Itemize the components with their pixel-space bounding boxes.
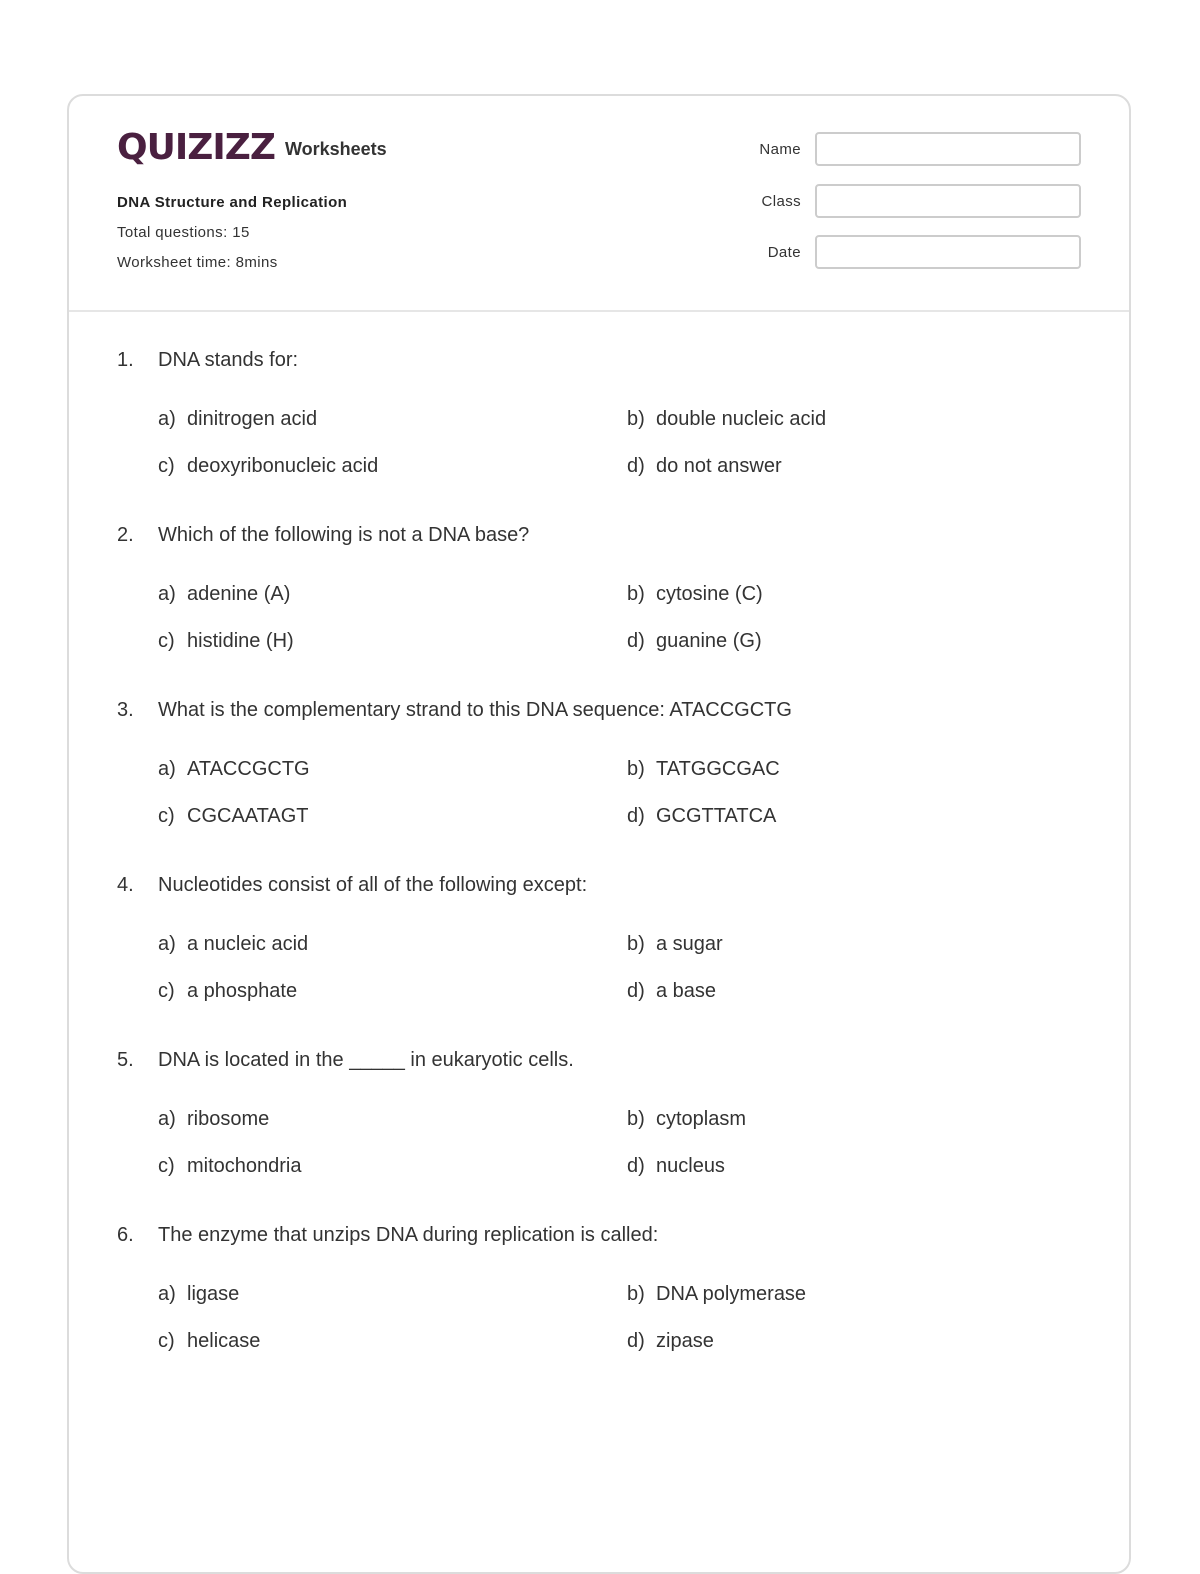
worksheet-time: Worksheet time: 8mins — [117, 254, 278, 271]
option-letter: c) — [158, 455, 175, 477]
option-letter: a) — [158, 583, 176, 605]
answer-option — [158, 757, 627, 781]
option-letter: d) — [627, 1330, 645, 1352]
question-text: DNA stands for: — [158, 349, 299, 371]
question-1 — [117, 348, 1077, 478]
answer-options — [158, 757, 1077, 828]
option-text: helicase — [187, 1330, 261, 1352]
option-text: DNA polymerase — [656, 1283, 807, 1305]
question-prompt — [117, 348, 1077, 372]
class-input[interactable] — [815, 184, 1081, 218]
answer-option — [158, 454, 627, 478]
question-2 — [117, 523, 1077, 653]
option-text: ribosome — [187, 1108, 270, 1130]
question-prompt — [117, 873, 1077, 897]
answer-option — [158, 1107, 627, 1131]
option-text: guanine (G) — [656, 630, 762, 652]
date-input[interactable] — [815, 235, 1081, 269]
option-text: adenine (A) — [187, 583, 291, 605]
option-text: a nucleic acid — [187, 933, 309, 955]
worksheet-header — [69, 96, 1129, 312]
option-text: TATGGCGAC — [656, 758, 780, 780]
option-letter: d) — [627, 630, 645, 652]
option-text: a phosphate — [187, 980, 298, 1002]
option-text: a base — [656, 980, 717, 1002]
date-field-row — [721, 235, 1081, 269]
question-4 — [117, 873, 1077, 1003]
question-prompt — [117, 1048, 1077, 1072]
option-text: a sugar — [656, 933, 723, 955]
question-3 — [117, 698, 1077, 828]
name-input[interactable] — [815, 132, 1081, 166]
question-list — [117, 348, 1077, 1398]
class-field-row — [721, 184, 1081, 218]
option-letter: d) — [627, 455, 645, 477]
option-letter: c) — [158, 1155, 175, 1177]
answer-option — [627, 629, 1096, 653]
brand — [117, 128, 387, 168]
option-text: GCGTTATCA — [656, 805, 777, 827]
answer-option — [158, 1154, 627, 1178]
option-letter: b) — [627, 408, 645, 430]
question-prompt — [117, 523, 1077, 547]
option-text: deoxyribonucleic acid — [187, 455, 379, 477]
option-letter: a) — [158, 758, 176, 780]
answer-option — [158, 407, 627, 431]
option-text: zipase — [656, 1330, 714, 1352]
question-text: What is the complementary strand to this DNA sequence: ATACCGCTG — [158, 699, 792, 721]
option-text: ATACCGCTG — [187, 758, 310, 780]
question-number: 1. — [117, 349, 134, 371]
answer-options — [158, 582, 1077, 653]
option-letter: c) — [158, 1330, 175, 1352]
answer-option — [627, 979, 1096, 1003]
option-text: ligase — [187, 1283, 240, 1305]
question-prompt — [117, 698, 1077, 722]
answer-option — [158, 582, 627, 606]
option-text: cytoplasm — [656, 1108, 747, 1130]
question-text: The enzyme that unzips DNA during replication is called: — [158, 1224, 659, 1246]
question-number: 2. — [117, 524, 134, 546]
question-number: 5. — [117, 1049, 134, 1071]
question-number: 6. — [117, 1224, 134, 1246]
logo-subtitle: Worksheets — [284, 139, 387, 159]
answer-option — [158, 629, 627, 653]
answer-option — [627, 1282, 1096, 1306]
answer-option — [627, 407, 1096, 431]
total-questions: Total questions: 15 — [117, 224, 250, 241]
answer-option — [627, 582, 1096, 606]
option-letter: b) — [627, 1283, 645, 1305]
option-text: nucleus — [656, 1155, 725, 1177]
class-label: Class — [761, 192, 801, 210]
answer-option — [627, 454, 1096, 478]
answer-options — [158, 1107, 1077, 1178]
option-text: mitochondria — [187, 1155, 302, 1177]
question-5 — [117, 1048, 1077, 1178]
answer-options — [158, 932, 1077, 1003]
name-field-row — [721, 132, 1081, 166]
quizizz-logo: QUIZIZZ — [117, 127, 275, 168]
option-letter: c) — [158, 980, 175, 1002]
answer-option — [627, 1154, 1096, 1178]
worksheet-card — [67, 94, 1131, 1574]
question-prompt — [117, 1223, 1077, 1247]
question-number: 4. — [117, 874, 134, 896]
answer-option — [158, 1329, 627, 1353]
option-letter: d) — [627, 1155, 645, 1177]
option-letter: c) — [158, 630, 175, 652]
option-letter: a) — [158, 1283, 176, 1305]
question-number: 3. — [117, 699, 134, 721]
option-letter: c) — [158, 805, 175, 827]
answer-option — [627, 804, 1096, 828]
option-letter: b) — [627, 758, 645, 780]
question-text: DNA is located in the _____ in eukaryotic cells. — [158, 1049, 574, 1071]
option-text: cytosine (C) — [656, 583, 763, 605]
option-letter: d) — [627, 805, 645, 827]
option-letter: a) — [158, 408, 176, 430]
answer-option — [158, 1282, 627, 1306]
worksheet-title: DNA Structure and Replication — [117, 194, 348, 211]
option-text: CGCAATAGT — [187, 805, 309, 827]
option-text: double nucleic acid — [656, 408, 827, 430]
option-letter: b) — [627, 933, 645, 955]
option-letter: a) — [158, 1108, 176, 1130]
date-label: Date — [767, 243, 801, 261]
answer-options — [158, 1282, 1077, 1353]
answer-option — [627, 1107, 1096, 1131]
option-letter: d) — [627, 980, 645, 1002]
option-text: dinitrogen acid — [187, 408, 318, 430]
option-letter: b) — [627, 1108, 645, 1130]
answer-option — [158, 804, 627, 828]
option-text: do not answer — [656, 455, 782, 477]
question-text: Which of the following is not a DNA base? — [158, 524, 530, 546]
answer-options — [158, 407, 1077, 478]
answer-option — [158, 932, 627, 956]
option-letter: a) — [158, 933, 176, 955]
question-6 — [117, 1223, 1077, 1353]
answer-option — [627, 932, 1096, 956]
answer-option — [158, 979, 627, 1003]
option-letter: b) — [627, 583, 645, 605]
answer-option — [627, 1329, 1096, 1353]
name-label: Name — [759, 140, 801, 158]
answer-option — [627, 757, 1096, 781]
question-text: Nucleotides consist of all of the following except: — [158, 874, 588, 896]
option-text: histidine (H) — [187, 630, 294, 652]
